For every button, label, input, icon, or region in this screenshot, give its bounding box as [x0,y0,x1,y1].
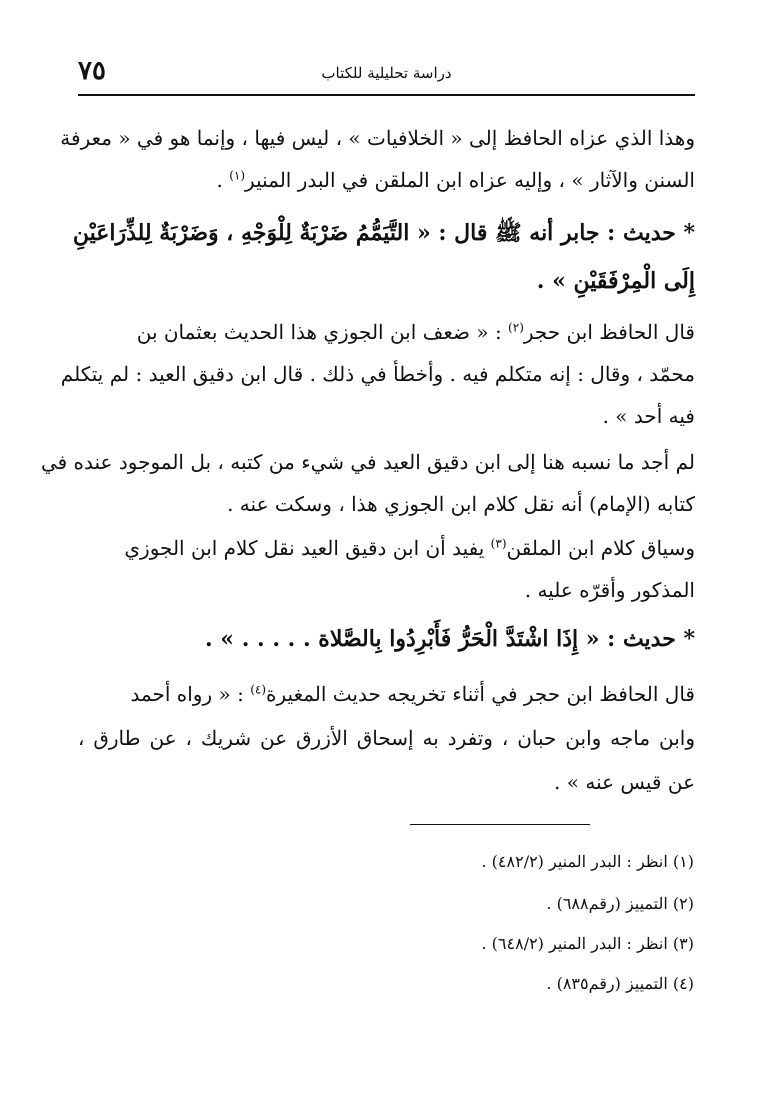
running-title: دراسة تحليلية للكتاب [321,64,452,82]
hadith-heading-cont: إِلَى الْمِرْفَقَيْنِ » . [536,268,695,294]
footnote: (١) انظر : البدر المنير (٤٨٢/٢) . [481,852,694,871]
footnote: (٣) انظر : البدر المنير (٦٤٨/٢) . [481,934,694,953]
text-line [78,684,695,704]
footnote-marker: (٣) [490,536,507,551]
header-rule [78,94,695,96]
footnote-separator [410,824,590,825]
text-segment: السنن والآثار » ، وإليه عزاه ابن الملقن في البدر المنير [245,168,695,192]
text-segment: . [216,168,230,192]
footnote-marker: (٤) [250,682,267,697]
footnote-marker: (١) [229,168,246,183]
text-line: كتابه (الإمام) أنه نقل كلام ابن الجوزي هذا ، وسكت عنه . [227,492,695,516]
footnote: (٢) التمييز (رقم٦٨٨) . [546,894,694,913]
text-segment: وسياق كلام ابن الملقن [506,536,695,560]
hadith-heading: * حديث : جابر أنه ﷺ قال : « التَّيَمُّمُ ضَرْبَةٌ لِلْوَجْهِ ، وَضَرْبَةٌ لِلذِّرَاعَيْنِ [72,220,695,246]
text-line: فيه أحد » . [602,404,695,428]
text-line: وهذا الذي عزاه الحافظ إلى « الخلافيات » ، ليس فيها ، وإنما هو في « معرفة [60,126,695,150]
text-line [78,538,695,558]
page-header [78,52,695,96]
footnote: (٤) التمييز (رقم٨٣٥) . [546,974,694,993]
text-line: لم أجد ما نسبه هنا إلى ابن دقيق العيد في شيء من كتبه ، بل الموجود عنده في [40,450,695,474]
text-line [78,170,695,190]
text-line: عن قيس عنه » . [554,770,695,794]
footnote-marker: (٢) [508,320,524,335]
text-segment: : « ضعف ابن الجوزي هذا الحديث بعثمان بن [136,320,509,344]
text-line [78,322,695,342]
text-segment: قال الحافظ ابن حجر في أثناء تخريجه حديث المغيرة [266,682,695,706]
text-segment: : « رواه أحمد [130,682,251,706]
text-line: المذكور وأقرّه عليه . [524,578,695,602]
page-number: ٧٥ [78,56,106,86]
text-line: محمّد ، وقال : إنه متكلم فيه . وأخطأ في ذلك . قال ابن دقيق العيد : لم يتكلم [60,362,695,386]
hadith-heading: * حديث : « إِذَا اشْتَدَّ الْحَرُّ فَأَبْرِدُوا بِالصَّلاة . . . . . » . [204,626,695,652]
text-segment: قال الحافظ ابن حجر [523,320,695,344]
text-segment: يفيد أن ابن دقيق العيد نقل كلام ابن الجوزي [124,536,491,560]
text-line: وابن ماجه وابن حبان ، وتفرد به إسحاق الأزرق عن شريك ، عن طارق ، [78,726,695,750]
